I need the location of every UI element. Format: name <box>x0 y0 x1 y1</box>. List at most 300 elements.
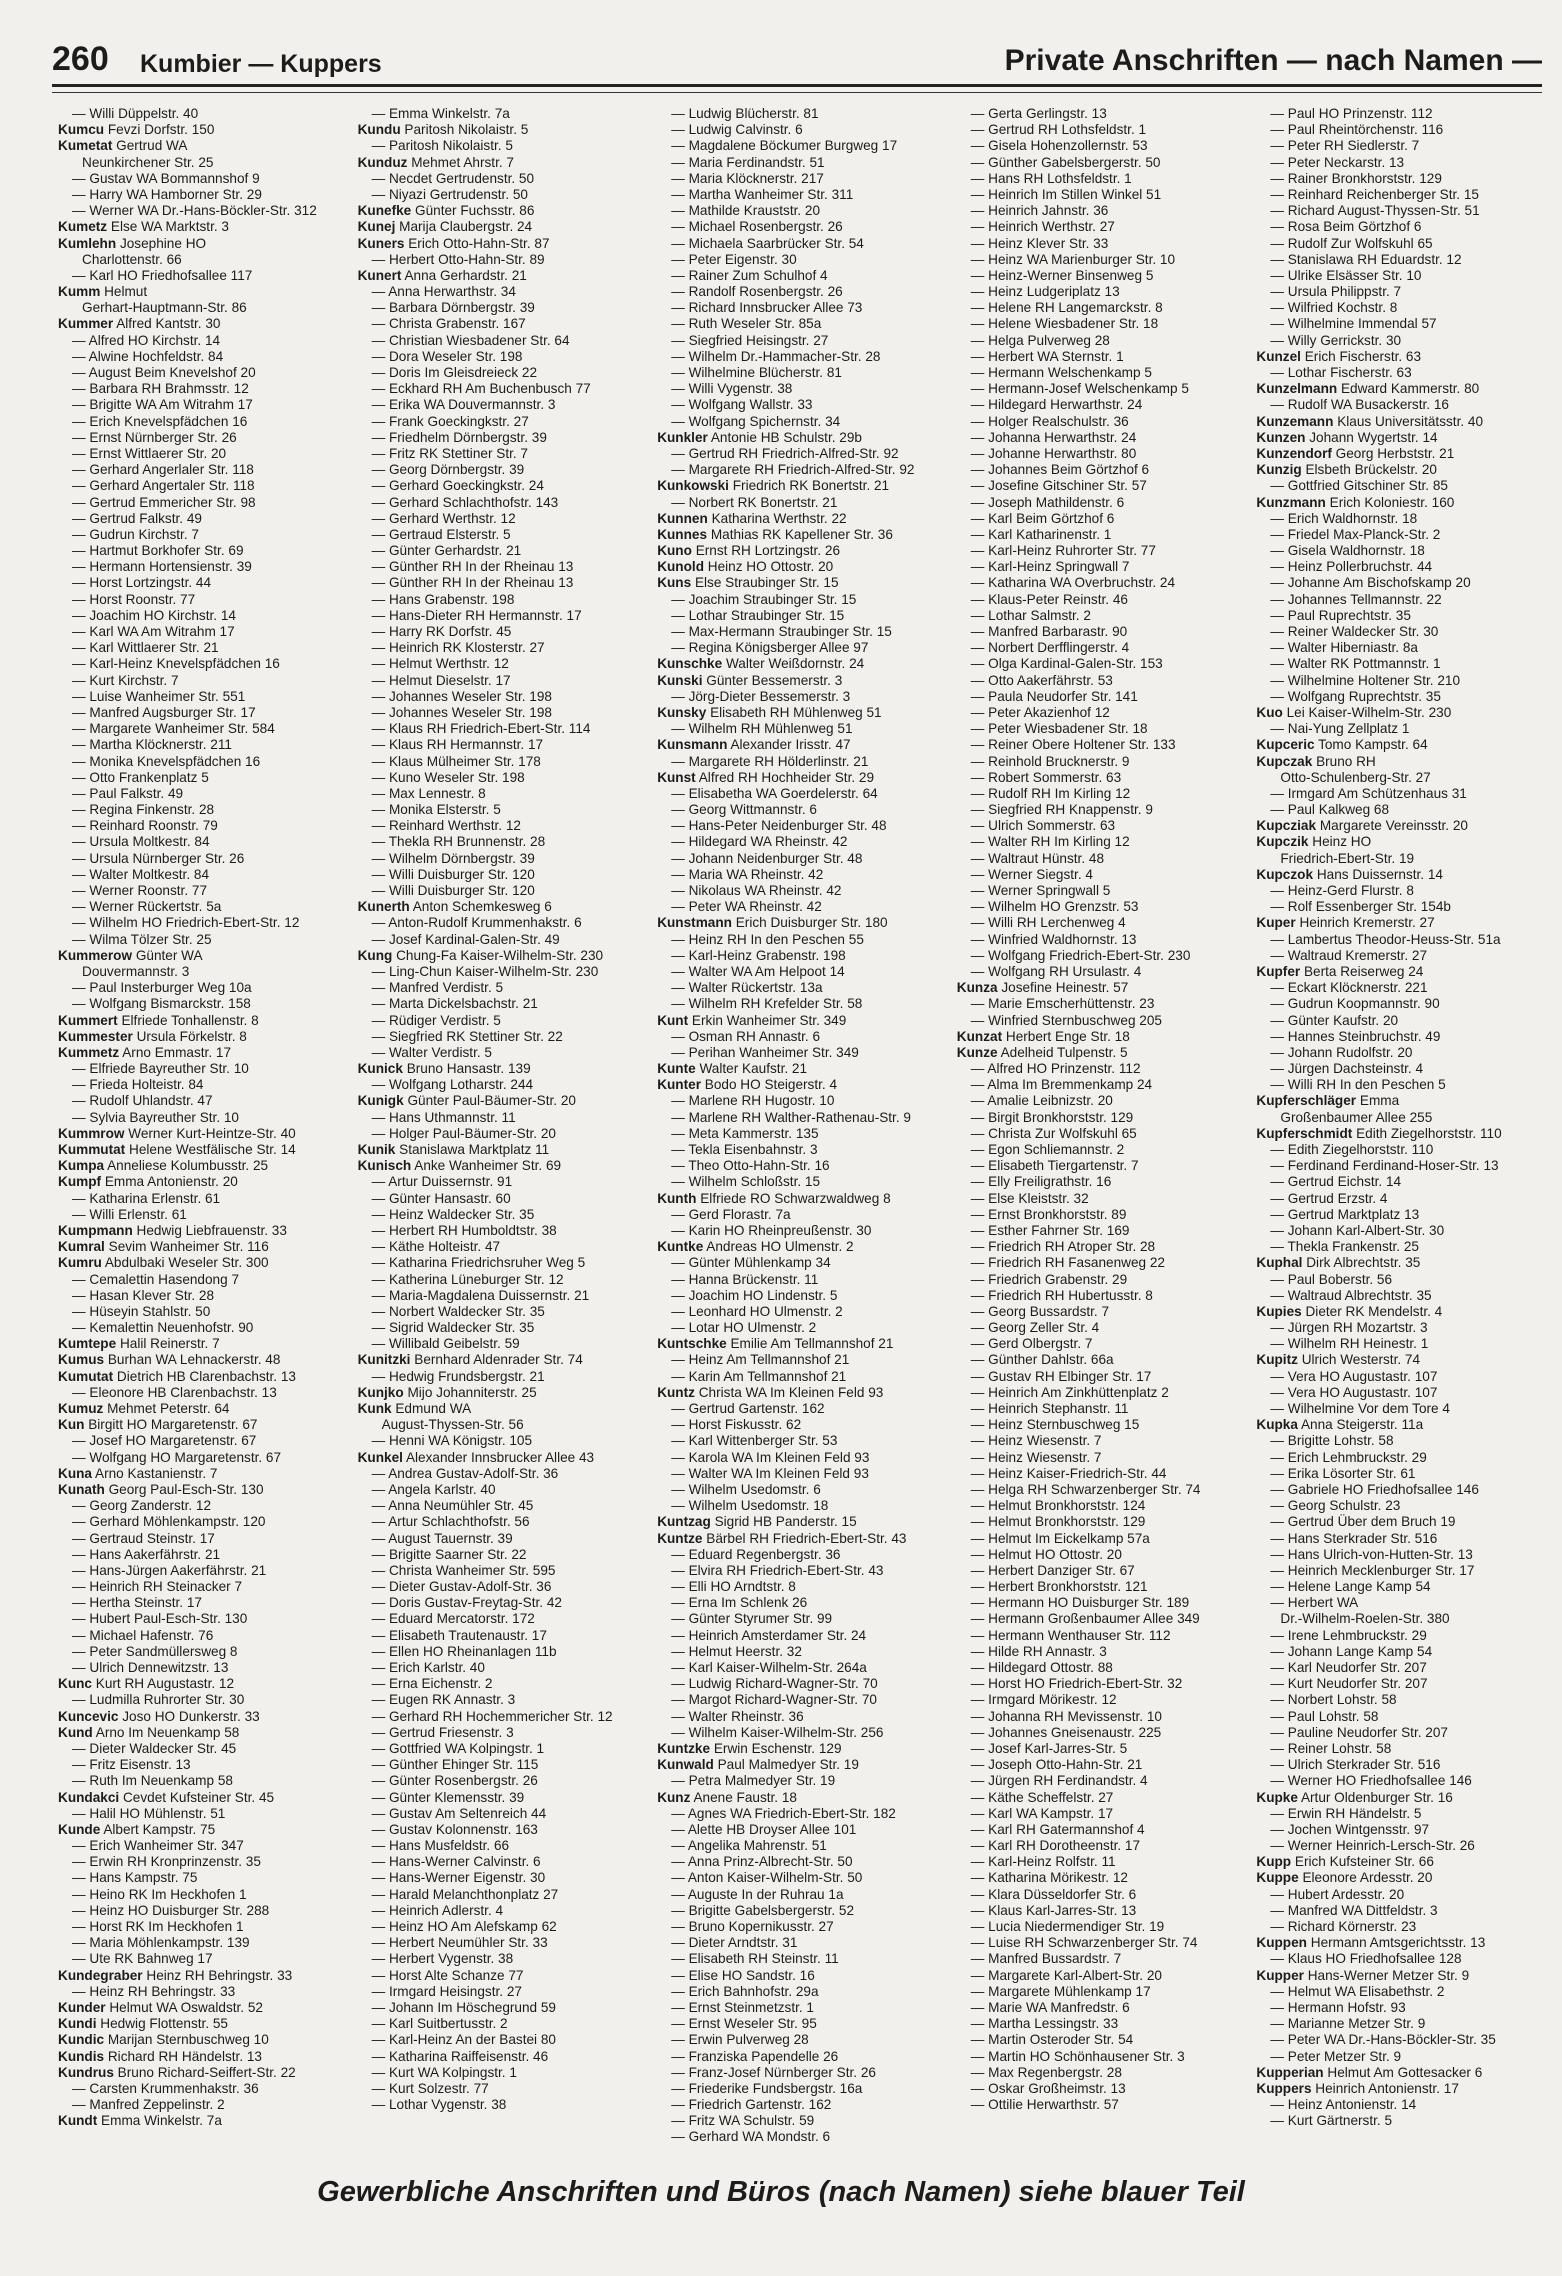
entry-name: Helmut <box>988 1498 1032 1514</box>
entry-name: Artur <box>388 1514 418 1530</box>
directory-entry: — Georg Schulstr. 23 <box>1270 1498 1401 1514</box>
directory-entry <box>1256 705 1542 721</box>
entry-detail: Melanchthonplatz 27 <box>432 1886 559 1902</box>
entry-detail: Alfred RH Hochheider Str. 29 <box>698 769 875 785</box>
directory-entry: — Johanna Herwarthstr. 24 <box>970 429 1137 445</box>
entry-name: Katharina <box>388 1255 448 1271</box>
entry-detail: Ziegelhorststr. 110 <box>1322 1142 1434 1157</box>
directory-entry <box>657 1514 943 1530</box>
entry-name: Kummester <box>58 1028 133 1044</box>
entry-detail: Artur Oldenburger Str. 16 <box>1300 1789 1453 1805</box>
directory-entry <box>957 1045 1243 1061</box>
directory-entry <box>58 1401 344 1417</box>
entry-name: Wilhelm <box>688 1481 737 1497</box>
entry-detail: Günter Bessemerstr. 3 <box>706 672 843 688</box>
directory-entry: — Reiner Waldecker Str. 30 <box>1270 624 1439 639</box>
directory-entry: — Olga Kardinal-Galen-Str. 153 <box>970 656 1163 672</box>
entry-detail: Elfriede RO Schwarzwaldweg 8 <box>700 1190 891 1206</box>
entry-detail: RH Behringstr. 33 <box>127 1983 236 1999</box>
entry-name: Richard <box>1287 203 1335 219</box>
entry-name: Kummert <box>58 1012 118 1028</box>
entry-name: Pauline <box>1287 1724 1334 1740</box>
entry-detail: Bessemerstr. 3 <box>759 688 851 704</box>
entry-name: Reinhard <box>1287 186 1343 202</box>
entry-name: Helmut <box>388 672 433 688</box>
entry-detail: Mühlenkamp 34 <box>733 1255 831 1271</box>
entry-name: Erna <box>388 1676 418 1692</box>
entry-name: Karin <box>688 1222 721 1238</box>
entry-detail: Blücherstr. 81 <box>735 106 819 121</box>
entry-name: Kunze <box>956 1044 998 1060</box>
directory-entry: — Erna Eichenstr. 2 <box>371 1676 493 1692</box>
entry-name: Friedrich <box>688 2097 742 2113</box>
entry-name: Heinz <box>988 1417 1023 1433</box>
directory-entry: — Norbert Derfflingerstr. 4 <box>970 640 1130 656</box>
entry-name: Johanna <box>988 429 1041 445</box>
entry-detail: Akazienhof 12 <box>1023 704 1110 720</box>
entry-detail: Heerstr. 32 <box>735 1643 802 1659</box>
entry-detail: WA Kolpingstr. 1 <box>444 1740 545 1756</box>
entry-detail: Waldhornstr. 13 <box>1041 931 1137 947</box>
entry-name: Walter <box>89 866 129 882</box>
entry-detail: Uthmannstr. 11 <box>424 1109 516 1125</box>
directory-entry: — Friederike Fundsbergstr. 16a <box>671 2080 863 2096</box>
entry-detail: RH In der Rheinau 13 <box>441 575 574 591</box>
directory-entry <box>1256 770 1542 786</box>
directory-entry <box>58 948 344 964</box>
directory-entry: — Martha Klöcknerstr. 211 <box>72 737 232 753</box>
entry-detail: Otto-Hahn-Str. 16 <box>723 1158 830 1174</box>
entry-detail: Hedwig Liebfrauenstr. 33 <box>136 1222 287 1238</box>
directory-entry: — Manfred WA Dittfeldstr. 3 <box>1270 1902 1438 1918</box>
entry-detail: Neumühler Str. 45 <box>423 1498 534 1514</box>
directory-entry: — Jürgen Dachsteinstr. 4 <box>1270 1061 1424 1077</box>
directory-entry: — Günter Gerhardstr. 21 <box>371 543 522 559</box>
entry-name: Ludwig <box>688 106 732 121</box>
entry-name: Reinhard <box>388 818 445 834</box>
directory-entry: — Hermann Hortensienstr. 39 <box>72 559 252 575</box>
entry-detail: Ruhrorter Str. 30 <box>143 1692 245 1708</box>
entry-detail: Erwin Eschenstr. 129 <box>713 1740 842 1756</box>
entry-detail: Gneisenaustr. 225 <box>1050 1724 1162 1740</box>
entry-name: Kummutat <box>58 1142 126 1157</box>
directory-entry <box>657 1757 943 1773</box>
directory-entry: — Frieda Holteistr. 84 <box>72 1077 204 1093</box>
directory-entry: — Günther Ehinger Str. 115 <box>371 1757 539 1773</box>
entry-detail: Kremerstr. 27 <box>1345 947 1428 963</box>
entry-name: Cemalettin <box>89 1271 155 1287</box>
entry-name: Karl <box>89 624 114 639</box>
entry-name: Karl-Heinz <box>988 543 1052 559</box>
entry-name: Reiner <box>1287 1740 1328 1756</box>
directory-entry: — Fritz RK Stettiner Str. 7 <box>371 445 528 461</box>
entry-name: Henni <box>388 1433 425 1449</box>
entry-name: Siegfried <box>988 802 1042 818</box>
entry-detail: WA Hamborner Str. 29 <box>126 186 262 202</box>
entry-name: Ursula <box>1287 284 1328 300</box>
entry-detail: Elsterstr. 5 <box>436 802 501 818</box>
entry-detail: Bronkhorststr. 89 <box>1023 1206 1127 1222</box>
directory-entry: — Ursula Philippstr. 7 <box>1270 284 1402 300</box>
entry-detail: Frankenplatz 5 <box>118 769 209 785</box>
directory-entry: — Osman RH Annastr. 6 <box>671 1028 821 1044</box>
entry-name: Johanne <box>1287 575 1340 591</box>
entry-detail: Fiskusstr. 62 <box>724 1417 802 1433</box>
entry-detail: Richard-Wagner-Str. 70 <box>735 1676 878 1692</box>
entry-name: Gertrud <box>988 122 1035 138</box>
directory-entry: — Harald Melanchthonplatz 27 <box>371 1886 559 1902</box>
entry-detail: RH Annastr. 3 <box>1022 1643 1107 1659</box>
entry-detail: WA Rheinstr. 42 <box>744 883 842 898</box>
directory-entry: — Horst Alte Schanze 77 <box>371 1967 524 1983</box>
entry-detail: Helmut Am Gottesacker 6 <box>1327 2064 1483 2080</box>
directory-entry: — Erich Wanheimer Str. 347 <box>72 1838 244 1854</box>
directory-entry <box>58 236 344 252</box>
entry-name: Heinz <box>1287 2097 1323 2113</box>
entry-name: Regina <box>89 802 133 818</box>
directory-entry: — Hannes Steinbruchstr. 49 <box>1270 1028 1441 1044</box>
entry-detail: Steinstr. 17 <box>146 1530 215 1546</box>
entry-name: Kunerth <box>357 899 410 915</box>
entry-name: Hans-Jürgen <box>89 1562 168 1578</box>
entry-detail: Grabenstr. 198 <box>424 591 515 607</box>
entry-name: Erwin <box>688 2032 723 2048</box>
entry-detail: Birgitt HO Margaretenstr. 67 <box>88 1417 258 1433</box>
directory-entry: — Anna Neumühler Str. 45 <box>371 1498 534 1514</box>
directory-entry: — Hertha Steinstr. 17 <box>72 1595 202 1611</box>
entry-detail: Friesenstr. 3 <box>438 1724 514 1740</box>
entry-name: Erich <box>89 413 121 429</box>
entry-detail: Ulrich-von-Hutten-Str. 13 <box>1323 1546 1473 1562</box>
entry-name: Margarete <box>988 1983 1051 1999</box>
directory-entry: — Johanne Am Bischofskamp 20 <box>1270 575 1471 591</box>
entry-name: Marta <box>388 996 424 1012</box>
entry-detail: Klöcknerstr. 211 <box>135 737 232 753</box>
directory-entry: — Margarete RH Hölderlinstr. 21 <box>671 753 869 769</box>
entry-name: Kunkler <box>657 429 708 445</box>
entry-name: Hans-Dieter <box>388 607 462 623</box>
entry-name: Petra <box>688 1773 722 1789</box>
directory-entry: — Katherina Lüneburger Str. 12 <box>371 1271 564 1287</box>
directory-entry: — Gerhard RH Hochemmericher Str. 12 <box>371 1708 613 1724</box>
entry-detail: WA Am Witrahm 17 <box>135 397 253 413</box>
directory-entry: — Wilhelm Kaiser-Wilhelm-Str. 256 <box>671 1724 884 1740</box>
entry-detail: Mathias RK Kapellener Str. 36 <box>710 526 893 542</box>
entry-detail: Sigrid HB Panderstr. 15 <box>714 1514 857 1530</box>
entry-detail: Erkin Wanheimer Str. 349 <box>691 1012 847 1028</box>
directory-entry: — Hartmut Borkhofer Str. 69 <box>72 543 244 559</box>
directory-entry: — Joseph Otto-Hahn-Str. 21 <box>970 1757 1143 1773</box>
directory-entry: — Gudrun Kirchstr. 7 <box>72 526 199 542</box>
directory-entry: — Erich Karlstr. 40 <box>371 1660 485 1675</box>
directory-entry: — Dieter Waldecker Str. 45 <box>72 1740 237 1756</box>
directory-entry: — Heinz HO Duisburger Str. 288 <box>72 1902 270 1918</box>
entry-name: Kunert <box>357 267 402 283</box>
entry-detail: Fahrner Str. 169 <box>1031 1222 1130 1238</box>
directory-entry: — Werner Siegstr. 4 <box>970 866 1093 882</box>
entry-detail: Gerhart-Hauptmann-Str. 86 <box>82 300 247 316</box>
directory-entry: — Helmut Werthstr. 12 <box>371 656 509 672</box>
entry-detail: Wiesbadener Str. 18 <box>1035 316 1159 332</box>
entry-name: Heinz <box>988 284 1023 300</box>
directory-column-3 <box>657 106 943 2146</box>
entry-detail: Saarner Str. 22 <box>435 1546 527 1562</box>
entry-detail: Hans-Werner Metzer Str. 9 <box>1307 1967 1470 1983</box>
entry-detail: Waldhornstr. 18 <box>1330 543 1425 559</box>
directory-entry: — Karl WA Kampstr. 17 <box>970 1805 1114 1821</box>
entry-name: Mathilde <box>688 203 740 219</box>
directory-entry: — Eduard Mercatorstr. 172 <box>371 1611 535 1627</box>
entry-name: Lucia <box>988 1919 1021 1934</box>
entry-detail: Zur Wolfskuhl 65 <box>1035 1125 1137 1141</box>
entry-detail: Dieter RK Mendelstr. 4 <box>1305 1303 1443 1319</box>
entry-detail: Geibelstr. 59 <box>443 1336 520 1352</box>
entry-name: Karl <box>1287 1660 1312 1675</box>
entry-name: Meta <box>688 1125 719 1141</box>
entry-name: Doris <box>388 365 421 380</box>
entry-detail: Freiligrathstr. 16 <box>1013 1174 1112 1190</box>
entry-detail: Wallstr. 33 <box>749 397 813 413</box>
entry-name: Irene <box>1287 1627 1319 1643</box>
entry-name: Ling-Chun <box>388 963 452 979</box>
entry-name: Herbert <box>988 348 1034 364</box>
directory-entry: — Heinz Klever Str. 33 <box>970 235 1109 251</box>
entry-name: Ernst <box>988 1206 1020 1222</box>
entry-detail: Helmut WA Oswaldstr. 52 <box>109 1999 263 2015</box>
entry-detail: HO Augustastr. 107 <box>1319 1368 1438 1384</box>
directory-entry: — Karl Wittlaerer Str. 21 <box>72 640 219 656</box>
directory-entry <box>58 122 344 138</box>
entry-detail: Lennestr. 8 <box>418 785 486 801</box>
entry-detail: Trautenaustr. 17 <box>448 1627 547 1643</box>
entry-name: Rainer <box>1287 170 1328 186</box>
directory-entry: — Paul Lohstr. 58 <box>1270 1708 1379 1724</box>
directory-entry: — Ulrich Sterkrader Str. 516 <box>1270 1757 1441 1773</box>
entry-detail: RH In den Peschen 5 <box>1316 1077 1446 1093</box>
directory-entry: — Erwin RH Händelstr. 5 <box>1270 1805 1422 1821</box>
entry-name: Karl <box>688 1433 713 1449</box>
entry-detail: Alexander Irisstr. 47 <box>730 737 851 753</box>
entry-name: Johannes <box>988 462 1048 478</box>
entry-name: Gudrun <box>1287 996 1334 1012</box>
directory-entry <box>358 219 644 235</box>
directory-entry <box>657 1741 943 1757</box>
entry-name: Karl <box>988 1838 1013 1854</box>
directory-entry: — Peter WA Dr.-Hans-Böckler-Str. 35 <box>1270 2032 1496 2048</box>
entry-name: Gudrun <box>89 526 135 542</box>
entry-detail: Klöcknerstr. 217 <box>726 170 824 186</box>
directory-entry: — Artur Schlachthofstr. 56 <box>371 1514 530 1530</box>
entry-name: Michael <box>89 1627 137 1643</box>
entry-name: Helmut <box>988 1530 1032 1546</box>
entry-name: Erich <box>89 1838 121 1854</box>
entry-name: Rolf <box>1287 899 1312 915</box>
entry-name: Peter <box>89 1643 122 1659</box>
entry-detail: Neudorfer Str. 141 <box>1026 688 1138 704</box>
entry-name: Hans <box>388 1109 421 1125</box>
directory-entry <box>657 1790 943 1806</box>
directory-entry: — Ernst Nürnberger Str. 26 <box>72 429 237 445</box>
directory-entry: — Maria Ferdinandstr. 51 <box>671 154 825 170</box>
entry-detail: Niedermendiger Str. 19 <box>1024 1919 1165 1934</box>
directory-entry: — Peter Akazienhof 12 <box>970 704 1110 720</box>
entry-detail: Nikolaistr. 5 <box>442 138 513 154</box>
entry-name: Elisabeth <box>988 1158 1045 1174</box>
entry-name: Heinz <box>988 251 1023 267</box>
entry-detail: Krummenhakstr. 36 <box>140 2080 259 2096</box>
entry-name: Elisabetha <box>688 785 753 801</box>
directory-entry <box>58 2049 344 2065</box>
entry-name: Rudolf <box>89 1093 129 1109</box>
directory-entry: — Ling-Chun Kaiser-Wilhelm-Str. 230 <box>371 963 599 979</box>
entry-detail: Rückertstr. 13a <box>731 980 823 996</box>
name-range: Kumbier — Kuppers <box>140 50 382 78</box>
entry-detail: WA Rheinstr. 42 <box>724 899 822 915</box>
entry-name: Friedrich <box>988 1255 1042 1271</box>
entry-name: Kumpmann <box>58 1222 133 1238</box>
directory-entry: — Martha Lessingstr. 33 <box>970 2016 1119 2032</box>
directory-entry: — Joachim HO Kirchstr. 14 <box>72 607 236 623</box>
directory-entry: — Fritz Eisenstr. 13 <box>72 1757 191 1773</box>
directory-entry: — Gertrud Gartenstr. 162 <box>671 1401 825 1416</box>
entry-detail: Kirchstr. 7 <box>138 526 199 542</box>
entry-name: Friedrich <box>988 1287 1042 1303</box>
entry-detail: HO Margaretenstr. 67 <box>125 1433 257 1449</box>
directory-entry: — Gottfried Gitschiner Str. 85 <box>1270 478 1448 494</box>
entry-detail: Albrechtstr. 35 <box>1344 1287 1432 1303</box>
directory-entry <box>1256 915 1542 931</box>
entry-name: Alfred <box>88 332 125 348</box>
entry-name: Ulrich <box>1287 1757 1323 1773</box>
directory-entry: — Wilhelm Schloßstr. 15 <box>671 1174 821 1190</box>
entry-detail: Flurstr. 8 <box>1361 883 1414 898</box>
entry-name: Kumpf <box>58 1174 102 1190</box>
entry-detail: Angerlaler Str. 118 <box>142 462 254 478</box>
entry-detail: Aakerfährstr. 53 <box>1016 672 1113 688</box>
directory-entry: — Gertraud Elsterstr. 5 <box>371 526 511 542</box>
entry-name: Kunschke <box>657 656 723 672</box>
entry-name: Margarete <box>688 462 751 478</box>
directory-entry: — Erich Waldhornstr. 18 <box>1270 510 1418 526</box>
entry-name: Alwine <box>88 348 129 364</box>
entry-detail: Springwall 5 <box>1036 883 1111 898</box>
entry-name: Thekla <box>388 834 430 850</box>
directory-entry: — Marta Dickelsbachstr. 21 <box>371 996 538 1012</box>
directory-entry: — Willy Gerrickstr. 30 <box>1270 332 1402 348</box>
entry-detail: Wiesbadener Str. 18 <box>1024 721 1148 737</box>
directory-entry: — Hermann-Josef Welschenkamp 5 <box>970 381 1189 397</box>
directory-entry: — Günther RH In der Rheinau 13 <box>371 575 574 591</box>
entry-detail: Jahnstr. 36 <box>1041 203 1109 219</box>
entry-name: Katharina <box>89 1190 148 1206</box>
directory-entry: — Wolfgang RH Ursulastr. 4 <box>970 963 1142 979</box>
entry-name: Reiner <box>1287 624 1328 639</box>
directory-entry: — Günter Kaufstr. 20 <box>1270 1012 1399 1028</box>
entry-detail: Kardinal-Galen-Str. 153 <box>1020 656 1163 672</box>
entry-name: Martha <box>688 186 731 202</box>
entry-name: Horst <box>388 1967 422 1983</box>
directory-entry: — Tekla Eisenbahnstr. 3 <box>671 1142 818 1157</box>
entry-name: Michael <box>688 219 736 235</box>
entry-detail: Lohstr. 58 <box>1333 1433 1394 1449</box>
entry-detail: Tomo Kampstr. 64 <box>1318 737 1428 753</box>
entry-detail: Eleonore Ardesstr. 20 <box>1302 1870 1433 1886</box>
entry-detail: Abdulbaki Weseler Str. 300 <box>104 1255 269 1271</box>
directory-entry: — Joachim Straubinger Str. 15 <box>671 591 857 607</box>
entry-name: Perihan <box>688 1044 736 1060</box>
directory-entry: — Kurt Solzestr. 77 <box>371 2080 489 2096</box>
entry-name: Kunsmann <box>657 737 728 753</box>
entry-name: Wilhelmine <box>688 365 756 380</box>
entry-detail: Halil Reinerstr. 7 <box>119 1336 220 1352</box>
entry-detail: Herbert Enge Str. 18 <box>1005 1028 1130 1044</box>
directory-entry: — Wilhelm Dörnbergstr. 39 <box>371 850 535 866</box>
directory-entry: — Max Regenbergstr. 28 <box>970 2064 1122 2080</box>
entry-name: Kupper <box>1256 1967 1304 1983</box>
entry-name: Kunder <box>58 1999 106 2015</box>
directory-entry: — Rüdiger Verdistr. 5 <box>371 1012 501 1028</box>
entry-detail: Bismarckstr. 158 <box>150 996 251 1012</box>
entry-name: Joseph <box>988 1757 1032 1773</box>
directory-entry: — Reinhard Roonstr. 79 <box>72 818 218 834</box>
entry-detail: Kaiser-Friedrich-Str. 44 <box>1026 1465 1167 1481</box>
entry-name: Kumcu <box>58 122 105 138</box>
entry-detail: WA Marienburger Str. 10 <box>1026 251 1176 267</box>
directory-entry: — Erich Bahnhofstr. 29a <box>671 1983 819 1999</box>
directory-entry: — Willi Düppelstr. 40 <box>72 106 199 121</box>
entry-name: Horst <box>89 1919 122 1934</box>
entry-detail: RH Kronprinzenstr. 35 <box>127 1854 261 1870</box>
entry-detail: Heisingstr. 27 <box>746 332 829 348</box>
directory-entry: — Reinhard Reichenberger Str. 15 <box>1270 186 1479 202</box>
directory-entry: — Georg Bussardstr. 7 <box>970 1303 1110 1319</box>
entry-detail: RH Hölderlinstr. 21 <box>754 753 869 769</box>
entry-detail: RH Hermannstr. 17 <box>426 737 544 753</box>
entry-name: Hedwig <box>388 1368 435 1384</box>
entry-name: Kumru <box>58 1255 102 1271</box>
entry-detail: Charlottenstr. 66 <box>82 251 182 267</box>
entry-name: Kunk <box>357 1401 392 1416</box>
entry-detail: Gitschiner Str. 57 <box>1042 478 1147 494</box>
directory-entry: — Walter Moltkestr. 84 <box>72 866 209 882</box>
entry-name: Gerhard <box>388 510 439 526</box>
entry-name: Otto <box>988 672 1014 688</box>
directory-entry <box>58 1482 344 1498</box>
entry-name: Oskar <box>988 2080 1025 2096</box>
entry-detail: RK Stettiner Str. 7 <box>419 445 528 461</box>
entry-name: Hubert <box>89 1611 131 1627</box>
directory-entry: — Max-Hermann Straubinger Str. 15 <box>671 624 892 639</box>
entry-detail: Düsseldorfer Str. 6 <box>1023 1886 1137 1902</box>
directory-entry: — Esther Fahrner Str. 169 <box>970 1222 1130 1238</box>
entry-name: Erika <box>388 397 420 413</box>
entry-name: Klaus-Peter <box>988 591 1060 607</box>
entry-detail: Im Gleisdreieck 22 <box>424 365 538 380</box>
entry-name: Kunnen <box>657 510 708 526</box>
entry-name: Walter <box>688 1465 728 1481</box>
entry-detail: WA Friedrich-Ebert-Str. 182 <box>730 1805 896 1821</box>
entry-detail: Werthstr. 12 <box>447 818 521 834</box>
directory-entry: — Rainer Zum Schulhof 4 <box>671 267 828 283</box>
directory-entry: — Magdalene Böckumer Burgweg 17 <box>671 138 898 154</box>
directory-entry: — Karl-Heinz An der Bastei 80 <box>371 2032 556 2048</box>
directory-entry: — Rolf Essenberger Str. 154b <box>1270 899 1451 915</box>
entry-detail: Metzer Str. 9 <box>1324 2048 1402 2064</box>
directory-entry <box>1256 737 1542 753</box>
entry-name: Kuntzag <box>657 1514 711 1530</box>
entry-detail: Eisenbahnstr. 3 <box>723 1142 818 1157</box>
directory-entry <box>58 1466 344 1482</box>
